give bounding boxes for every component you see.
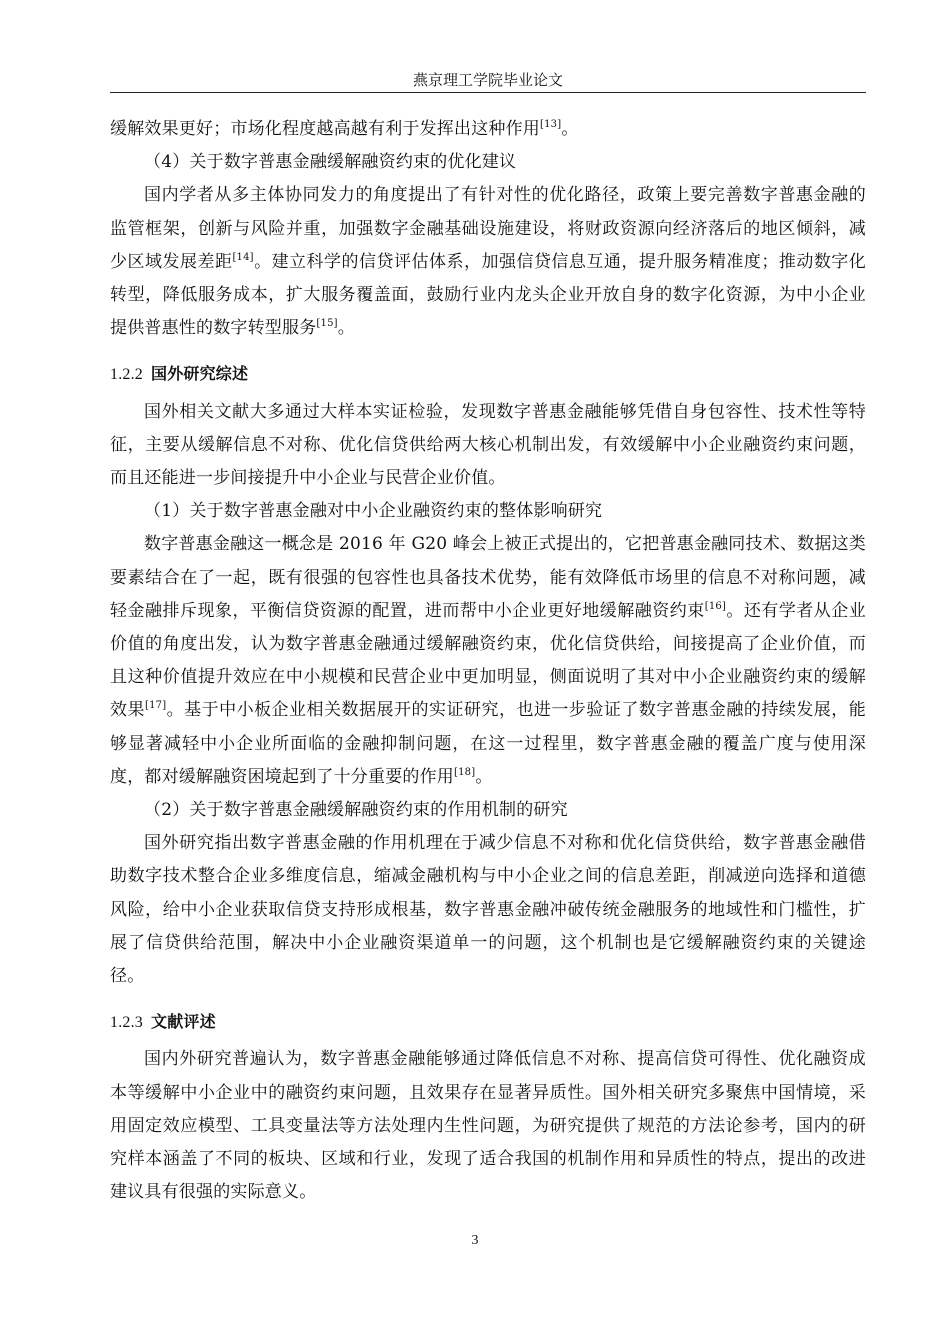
paragraph: 国内学者从多主体协同发力的角度提出了有针对性的优化路径，政策上要完善数字普惠金融的监管框架，创新与风险并重，加强数字金融基础设施建设，将财政资源向经济落后的地区倾斜，减少区域发展差距[14]。建立科学的信贷评估体系，加强信贷信息互通，提升服务精准度；推动数字化转型，降低服务成本，扩大服务覆盖面，鼓励行业内龙头企业开放自身的数字化资源，为中小企业提供普惠性的数字转型服务[15]。 (110, 185, 867, 339)
running-header: 燕京理工学院毕业论文 (412, 71, 563, 89)
citation-ref[interactable]: [18] (454, 766, 476, 778)
citation-ref[interactable]: [15] (316, 318, 338, 330)
paragraph: 国外相关文献大多通过大样本实证检验，发现数字普惠金融能够凭借自身包容性、技术性等特征，主要从缓解信息不对称、优化信贷供给两大核心机制出发，有效缓解中小企业融资约束问题，而且还能进一步间接提升中小企业与民营企业价值。 (110, 401, 866, 489)
subsection-title: （4）关于数字普惠金融缓解融资约束的优化建议 (144, 152, 517, 173)
subsection-title: （2）关于数字普惠金融缓解融资约束的作用机制的研究 (144, 800, 568, 821)
paragraph: 数字普惠金融这一概念是 2016 年 G20 峰会上被正式提出的，它把普惠金融同技术、数据这类要素结合在了一起，既有很强的包容性也具备技术优势，能有效降低市场里的信息不对称问题，减轻金融排斥现象，平衡信贷资源的配置，进而帮中小企业更好地缓解融资约束[16]。还有学者从企业价值的角度出发，认为数字普惠金融通过缓解融资约束，优化信贷供给，间接提高了企业价值，而且这种价值提升效应在中小规模和民营企业中更加明显，侧面说明了其对中小企业融资约束的缓解效果[17]。基于中小板企业相关数据展开的实证研究，也进一步验证了数字普惠金融的持续发展，能够显著减轻中小企业所面临的金融抑制问题，在这一过程里，数字普惠金融的覆盖广度与使用深度，都对缓解融资困境起到了十分重要的作用[18]。 (110, 534, 866, 787)
paragraph: 缓解效果更好；市场化程度越高越有利于发挥出这种作用[13]。 (110, 119, 579, 139)
paragraph: 国外研究指出数字普惠金融的作用机理在于减少信息不对称和优化信贷供给，数字普惠金融借助数字技术整合企业多维度信息，缩减金融机构与中小企业之间的信息差距，削减逆向选择和道德风险，给中小企业获取信贷支持形成根基，数字普惠金融冲破传统金融服务的地域性和门槛性，扩展了信贷供给范围，解决中小企业融资渠道单一的问题，这个机制也是它缓解融资约束的关键途径。 (110, 833, 866, 987)
body-text (110, 113, 866, 1210)
subsection-title: （1）关于数字普惠金融对中小企业融资约束的整体影响研究 (144, 501, 603, 522)
citation-ref[interactable]: [14] (232, 251, 254, 263)
header-rule (110, 92, 866, 93)
citation-ref[interactable]: [13] (540, 119, 562, 130)
paragraph: 国内外研究普遍认为，数字普惠金融能够通过降低信息不对称、提高信贷可得性、优化融资成本等缓解中小企业中的融资约束问题，且效果存在显著异质性。国外相关研究多聚焦中国情境，采用固定效应模型、工具变量法等方法处理内生性问题，为研究提供了规范的方法论参考，国内的研究样本涵盖了不同的板块、区域和行业，发现了适合我国的机制作用和异质性的特点，提出的改进建议具有很强的实际意义。 (110, 1049, 866, 1203)
section-heading: 1.2.3 文献评述 (110, 1012, 216, 1032)
citation-ref[interactable]: [16] (704, 600, 727, 612)
citation-ref[interactable]: [17] (144, 700, 167, 712)
section-heading: 1.2.2 国外研究综述 (110, 364, 249, 384)
page-number: 3 (471, 1233, 479, 1248)
